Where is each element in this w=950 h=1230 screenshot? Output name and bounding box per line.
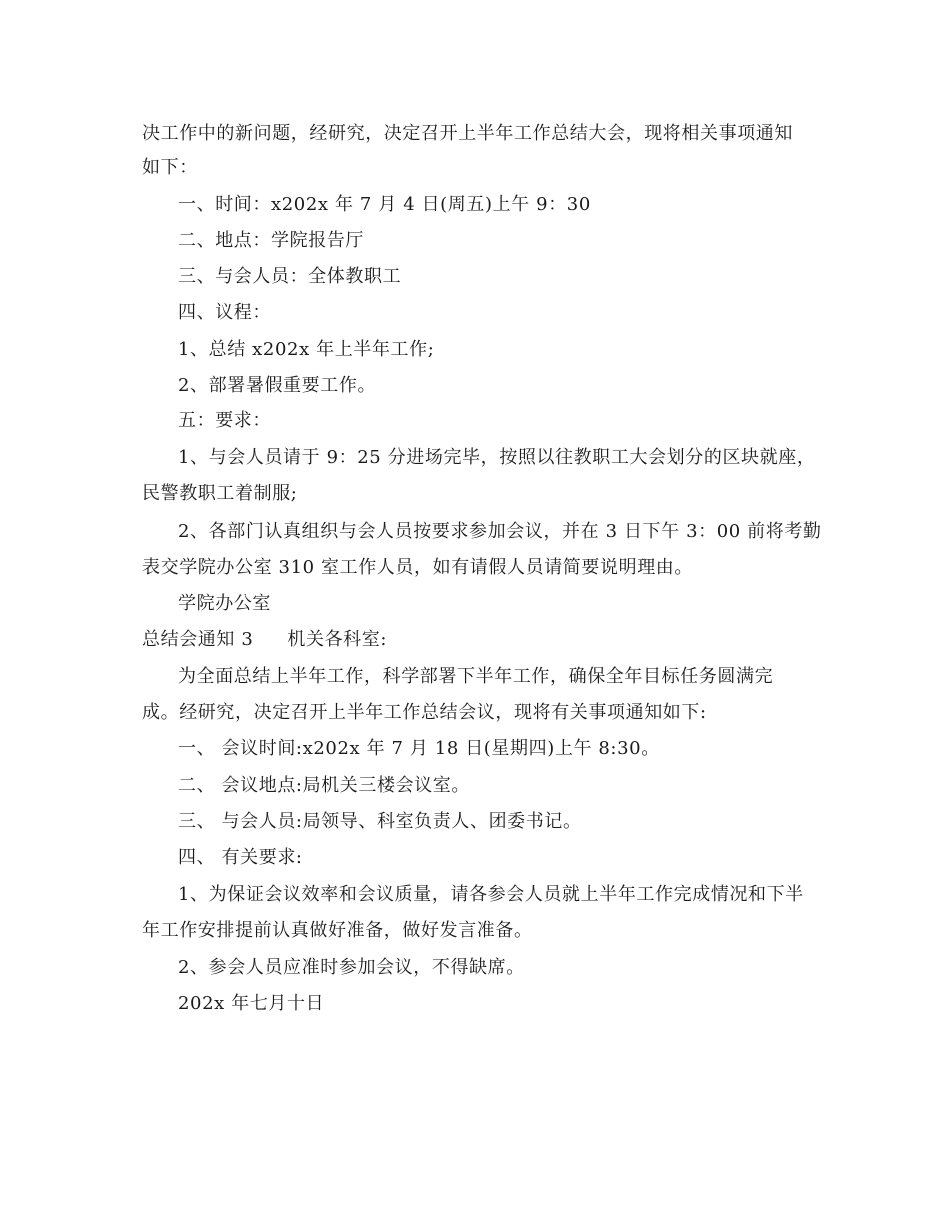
meeting-item-location: 二、 会议地点:局机关三楼会议室。 xyxy=(178,775,470,796)
addressee: 机关各科室: xyxy=(287,629,388,650)
paragraph-line: 决工作中的新问题，经研究，决定召开上半年工作总结大会，现将相关事项通知 xyxy=(142,123,793,144)
section-title: 总结会通知 3 xyxy=(142,629,254,650)
requirement-item: 2、各部门认真组织与会人员按要求参加会议，并在 3 日下午 3：00 前将考勤 xyxy=(178,521,822,542)
requirement-item: 2、参会人员应准时参加会议，不得缺席。 xyxy=(178,957,525,978)
paragraph-line: 为全面总结上半年工作，科学部署下半年工作，确保全年目标任务圆满完 xyxy=(178,666,774,687)
requirement-item-cont: 民警教职工着制服; xyxy=(142,483,298,504)
meeting-item-time: 一、 会议时间:x202x 年 7 月 18 日(星期四)上午 8:30。 xyxy=(178,738,660,759)
requirement-item-cont: 表交学院办公室 310 室工作人员，如有请假人员请简要说明理由。 xyxy=(142,557,693,578)
notice-item-attendees: 三、与会人员：全体教职工 xyxy=(178,266,402,287)
notice-item-location: 二、地点：学院报告厅 xyxy=(178,230,364,251)
document-date: 202x 年七月十日 xyxy=(178,993,325,1014)
notice-item-time: 一、时间：x202x 年 7 月 4 日(周五)上午 9：30 xyxy=(178,194,591,215)
meeting-item-attendees: 三、 与会人员:局领导、科室负责人、团委书记。 xyxy=(178,811,582,832)
requirement-item: 1、为保证会议效率和会议质量，请各参会人员就上半年工作完成情况和下半 xyxy=(178,884,804,905)
meeting-item-requirements: 四、 有关要求: xyxy=(178,847,303,868)
agenda-item: 1、总结 x202x 年上半年工作; xyxy=(178,339,435,360)
requirement-item-cont: 年工作安排提前认真做好准备，做好发言准备。 xyxy=(142,920,533,941)
agenda-item: 2、部署暑假重要工作。 xyxy=(178,375,377,396)
signature-office: 学院办公室 xyxy=(178,593,271,614)
notice-item-requirements: 五：要求： xyxy=(178,410,271,431)
paragraph-line: 成。经研究，决定召开上半年工作总结会议，现将有关事项通知如下: xyxy=(142,702,707,723)
section-heading xyxy=(142,629,387,651)
notice-item-agenda: 四、议程： xyxy=(178,302,271,323)
requirement-item: 1、与会人员请于 9：25 分进场完毕，按照以往教职工大会划分的区块就座， xyxy=(178,447,816,468)
paragraph-line: 如下： xyxy=(142,157,198,178)
